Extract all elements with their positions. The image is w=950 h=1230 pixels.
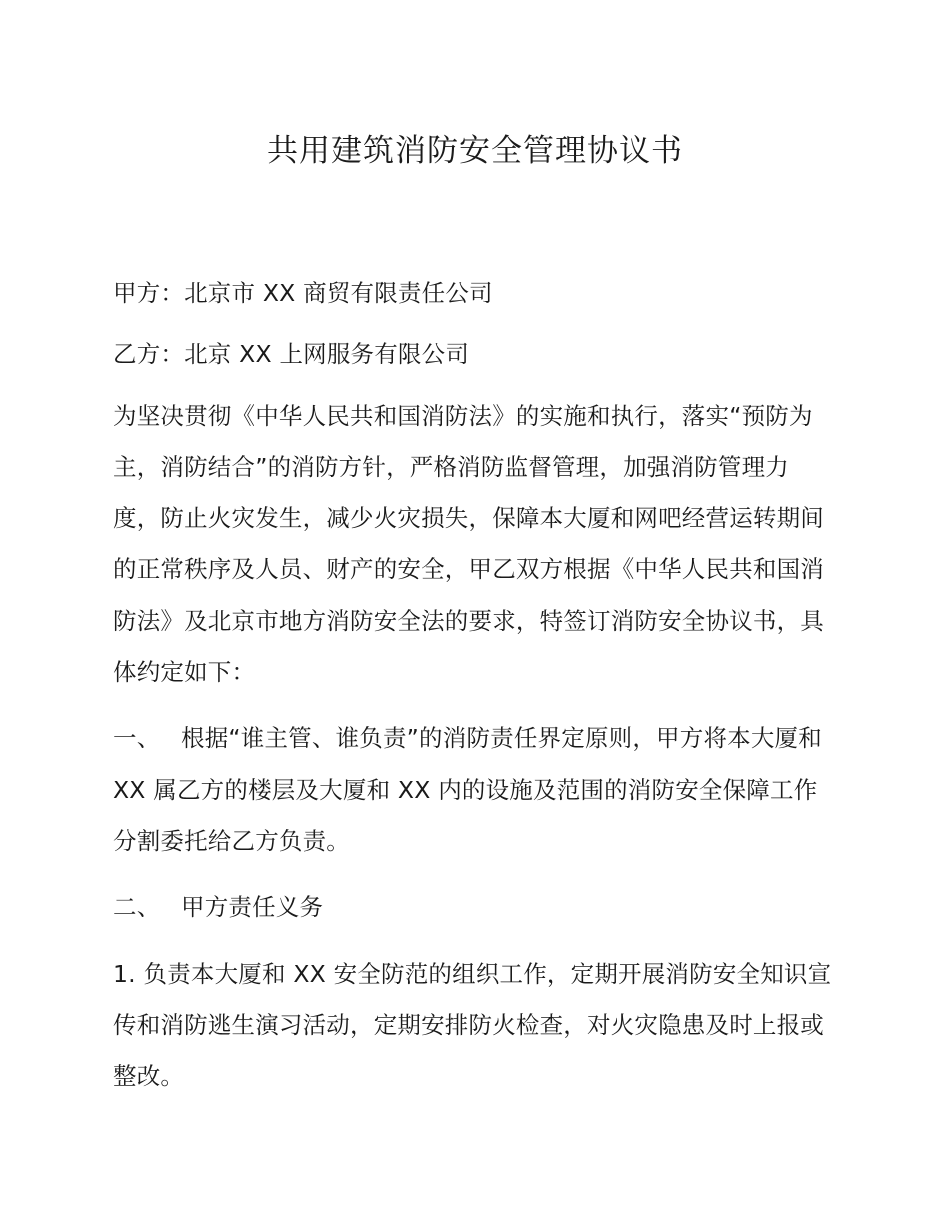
section-2-number: 二、 bbox=[113, 893, 161, 922]
section-1-paragraph bbox=[113, 713, 835, 867]
section-1-number: 一、 bbox=[113, 724, 161, 753]
document-title: 共用建筑消防安全管理协议书 bbox=[267, 133, 683, 169]
party-b-line: 乙方：北京 XX 上网服务有限公司 bbox=[113, 340, 470, 369]
item-1-paragraph: 1. 负责本大厦和 XX 安全防范的组织工作，定期开展消防安全知识宣传和消防逃生演习活动，定期安排防火检查，对火灾隐患及时上报或整改。 bbox=[113, 959, 832, 1091]
section-1-text: 根据“谁主管、谁负责”的消防责任界定原则，甲方将本大厦和 XX 属乙方的楼层及大厦和 XX 内的设施及范围的消防安全保障工作分割委托给乙方负责。 bbox=[113, 724, 822, 855]
section-2-heading bbox=[113, 882, 835, 933]
section-2-title: 甲方责任义务 bbox=[181, 893, 324, 922]
intro-paragraph: 为坚决贯彻《中华人民共和国消防法》的实施和执行，落实“预防为主，消防结合”的消防方针，严格消防监督管理，加强消防管理力度，防止火灾发生，减少火灾损失，保障本大厦和网吧经营运转期间的正常秩序及人员、财产的安全，甲乙双方根据《中华人民共和国消防法》及北京市地方消防安全法的要求，特签订消防安全协议书，具体约定如下： bbox=[113, 401, 824, 687]
document-body bbox=[113, 268, 835, 1117]
party-a-line: 甲方：北京市 XX 商贸有限责任公司 bbox=[113, 279, 493, 307]
